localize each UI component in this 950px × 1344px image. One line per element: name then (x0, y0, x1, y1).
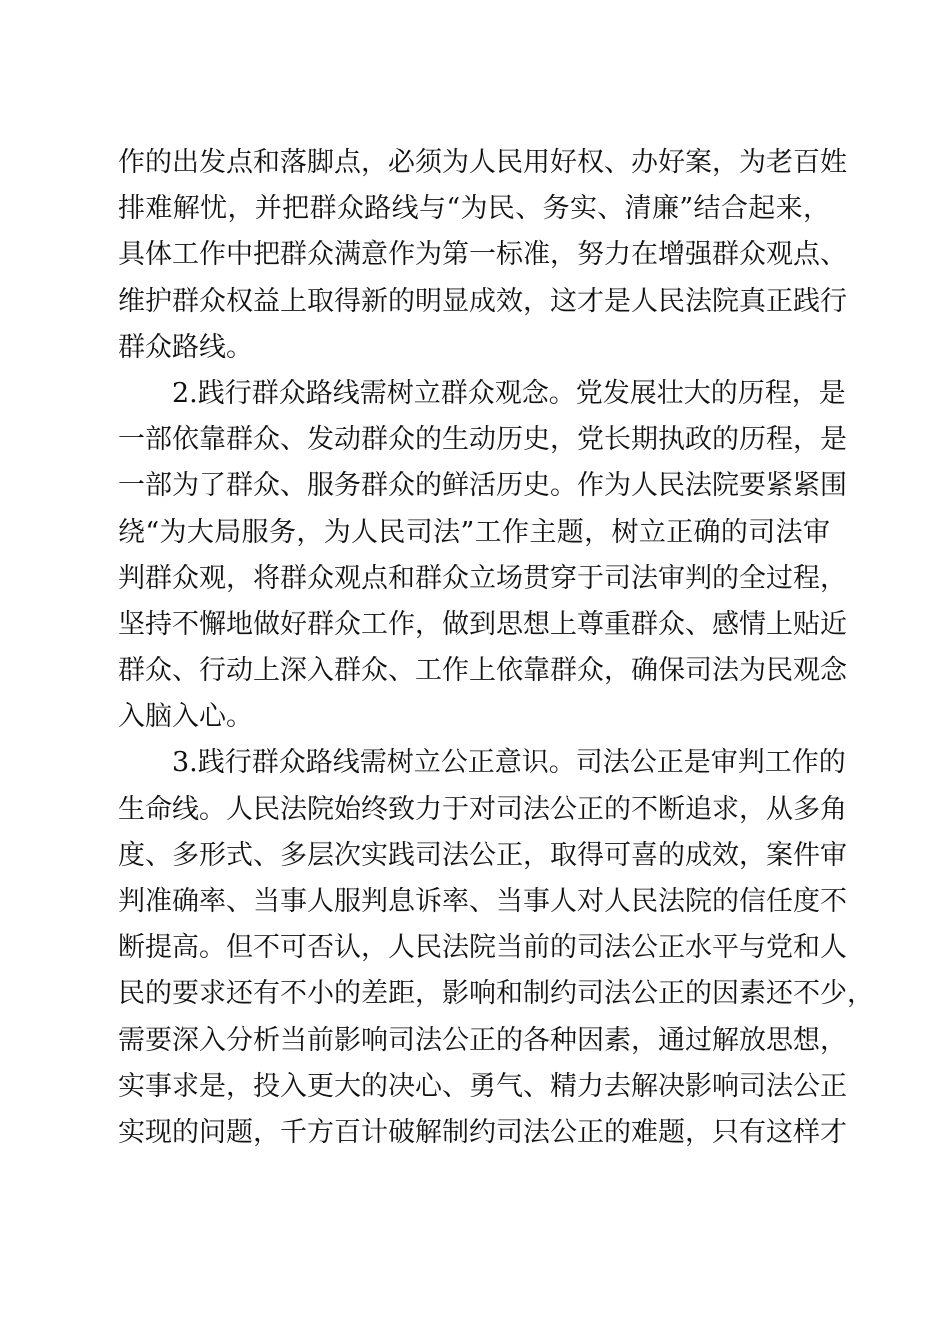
text-line: 民的要求还有不小的差距，影响和制约司法公正的因素还不少， (118, 978, 874, 1010)
text-line: 2.践行群众路线需树立群众观念。党发展壮大的历程，是 (172, 377, 846, 409)
text-line: 维护群众权益上取得新的明显成效，这才是人民法院真正践行 (118, 285, 847, 317)
paragraph-mass-concept (118, 371, 847, 741)
text-line: 度、多形式、多层次实践司法公正，取得可喜的成效，案件审 (118, 839, 847, 871)
text-line: 生命线。人民法院始终致力于对司法公正的不断追求，从多角 (118, 793, 847, 825)
text-line: 一部为了群众、服务群众的鲜活历史。作为人民法院要紧紧围 (118, 470, 847, 502)
text-line: 实现的问题，千方百计破解制约司法公正的难题，只有这样才 (118, 1116, 847, 1148)
text-line: 群众、行动上深入群众、工作上依靠群众，确保司法为民观念 (118, 655, 847, 687)
text-line: 判群众观，将群众观点和群众立场贯穿于司法审判的全过程， (118, 562, 847, 594)
text-line: 坚持不懈地做好群众工作，做到思想上尊重群众、感情上贴近 (118, 608, 847, 640)
paragraph-continuation (118, 140, 847, 371)
text-line: 作的出发点和落脚点，必须为人民用好权、办好案，为老百姓 (118, 147, 847, 178)
text-line: 绕“为大局服务，为人民司法”工作主题，树立正确的司法审 (118, 516, 830, 548)
text-line: 一部依靠群众、发动群众的生动历史，党长期执政的历程，是 (118, 424, 847, 456)
body-text (118, 140, 874, 1156)
text-line: 需要深入分析当前影响司法公正的各种因素，通过解放思想， (118, 1024, 847, 1056)
text-line: 具体工作中把群众满意作为第一标准，努力在增强群众观点、 (118, 239, 847, 271)
text-line: 判准确率、当事人服判息诉率、当事人对人民法院的信任度不 (118, 886, 847, 917)
paragraph-justice-awareness (118, 740, 874, 1156)
text-line: 群众路线。 (118, 331, 253, 363)
text-line: 排难解忧，并把群众路线与“为民、务实、清廉”结合起来， (118, 193, 830, 225)
text-line: 实事求是，投入更大的决心、勇气、精力去解决影响司法公正 (118, 1070, 847, 1102)
text-line: 断提高。但不可否认，人民法院当前的司法公正水平与党和人 (118, 932, 847, 964)
text-line: 入脑入心。 (118, 701, 253, 733)
text-line: 3.践行群众路线需树立公正意识。司法公正是审判工作的 (172, 747, 846, 779)
